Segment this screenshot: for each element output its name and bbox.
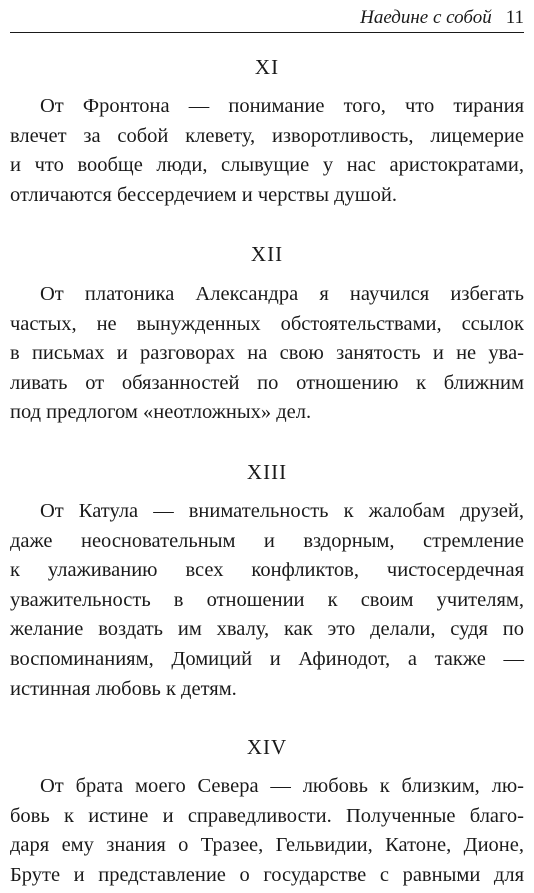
text-line: даря ему знания о Тразее, Гельвидии, Катоне, Дионе, bbox=[10, 834, 524, 857]
section-heading-xiii: XIII bbox=[246, 460, 288, 484]
page-number: 11 bbox=[505, 7, 524, 28]
text-line: влечет за собой клевету, изворотливость, лицемерие bbox=[10, 124, 524, 147]
text-line: истинная любовь к детям. bbox=[10, 677, 237, 700]
text-line: бовь к истине и справедливости. Полученные благо- bbox=[10, 804, 524, 827]
text-line: отличаются бессердечием и черствы душой. bbox=[10, 183, 397, 206]
section-paragraph-xi bbox=[10, 92, 524, 210]
running-header bbox=[10, 6, 524, 33]
text-line: даже неосновательным и вздорным, стремление bbox=[10, 529, 524, 552]
text-line: От брата моего Севера — любовь к близким, лю- bbox=[40, 775, 524, 797]
text-line: к улаживанию всех конфликтов, чистосердечная bbox=[10, 559, 524, 582]
text-line: и что вообще люди, слывущие у нас аристократами, bbox=[10, 154, 524, 177]
text-line: частых, не вынужденных обстоятельствами, ссылок bbox=[10, 312, 524, 335]
text-line: От Катула — внимательность к жалобам друзей, bbox=[40, 500, 524, 522]
text-line: воспоминаниям, Домиций и Афинодот, а также — bbox=[10, 647, 524, 670]
text-line: ливать от обязанностей по отношению к ближним bbox=[10, 371, 524, 394]
text-line: уважительность в отношении к своим учителям, bbox=[10, 588, 524, 611]
section-paragraph-xiii bbox=[10, 497, 524, 704]
section-paragraph-xii bbox=[10, 280, 524, 428]
text-line: От платоника Александра я научился избегать bbox=[40, 283, 524, 305]
text-line: под предлогом «неотложных» дел. bbox=[10, 401, 312, 424]
text-line: Бруте и представление о государстве с равными для bbox=[10, 863, 524, 886]
text-line: в письмах и разговорах на свою занятость и не ува- bbox=[10, 342, 524, 365]
section-heading-xi: XI bbox=[254, 55, 280, 79]
section-paragraph-xiv bbox=[10, 772, 524, 890]
text-line: От Фронтона — понимание того, что тирания bbox=[40, 95, 524, 117]
running-title: Наедине с собой bbox=[360, 7, 492, 28]
text-line: желание воздать им хвалу, как это делали, судя по bbox=[10, 618, 524, 641]
section-heading-xii: XII bbox=[250, 242, 284, 266]
section-heading-xiv: XIV bbox=[246, 735, 288, 759]
